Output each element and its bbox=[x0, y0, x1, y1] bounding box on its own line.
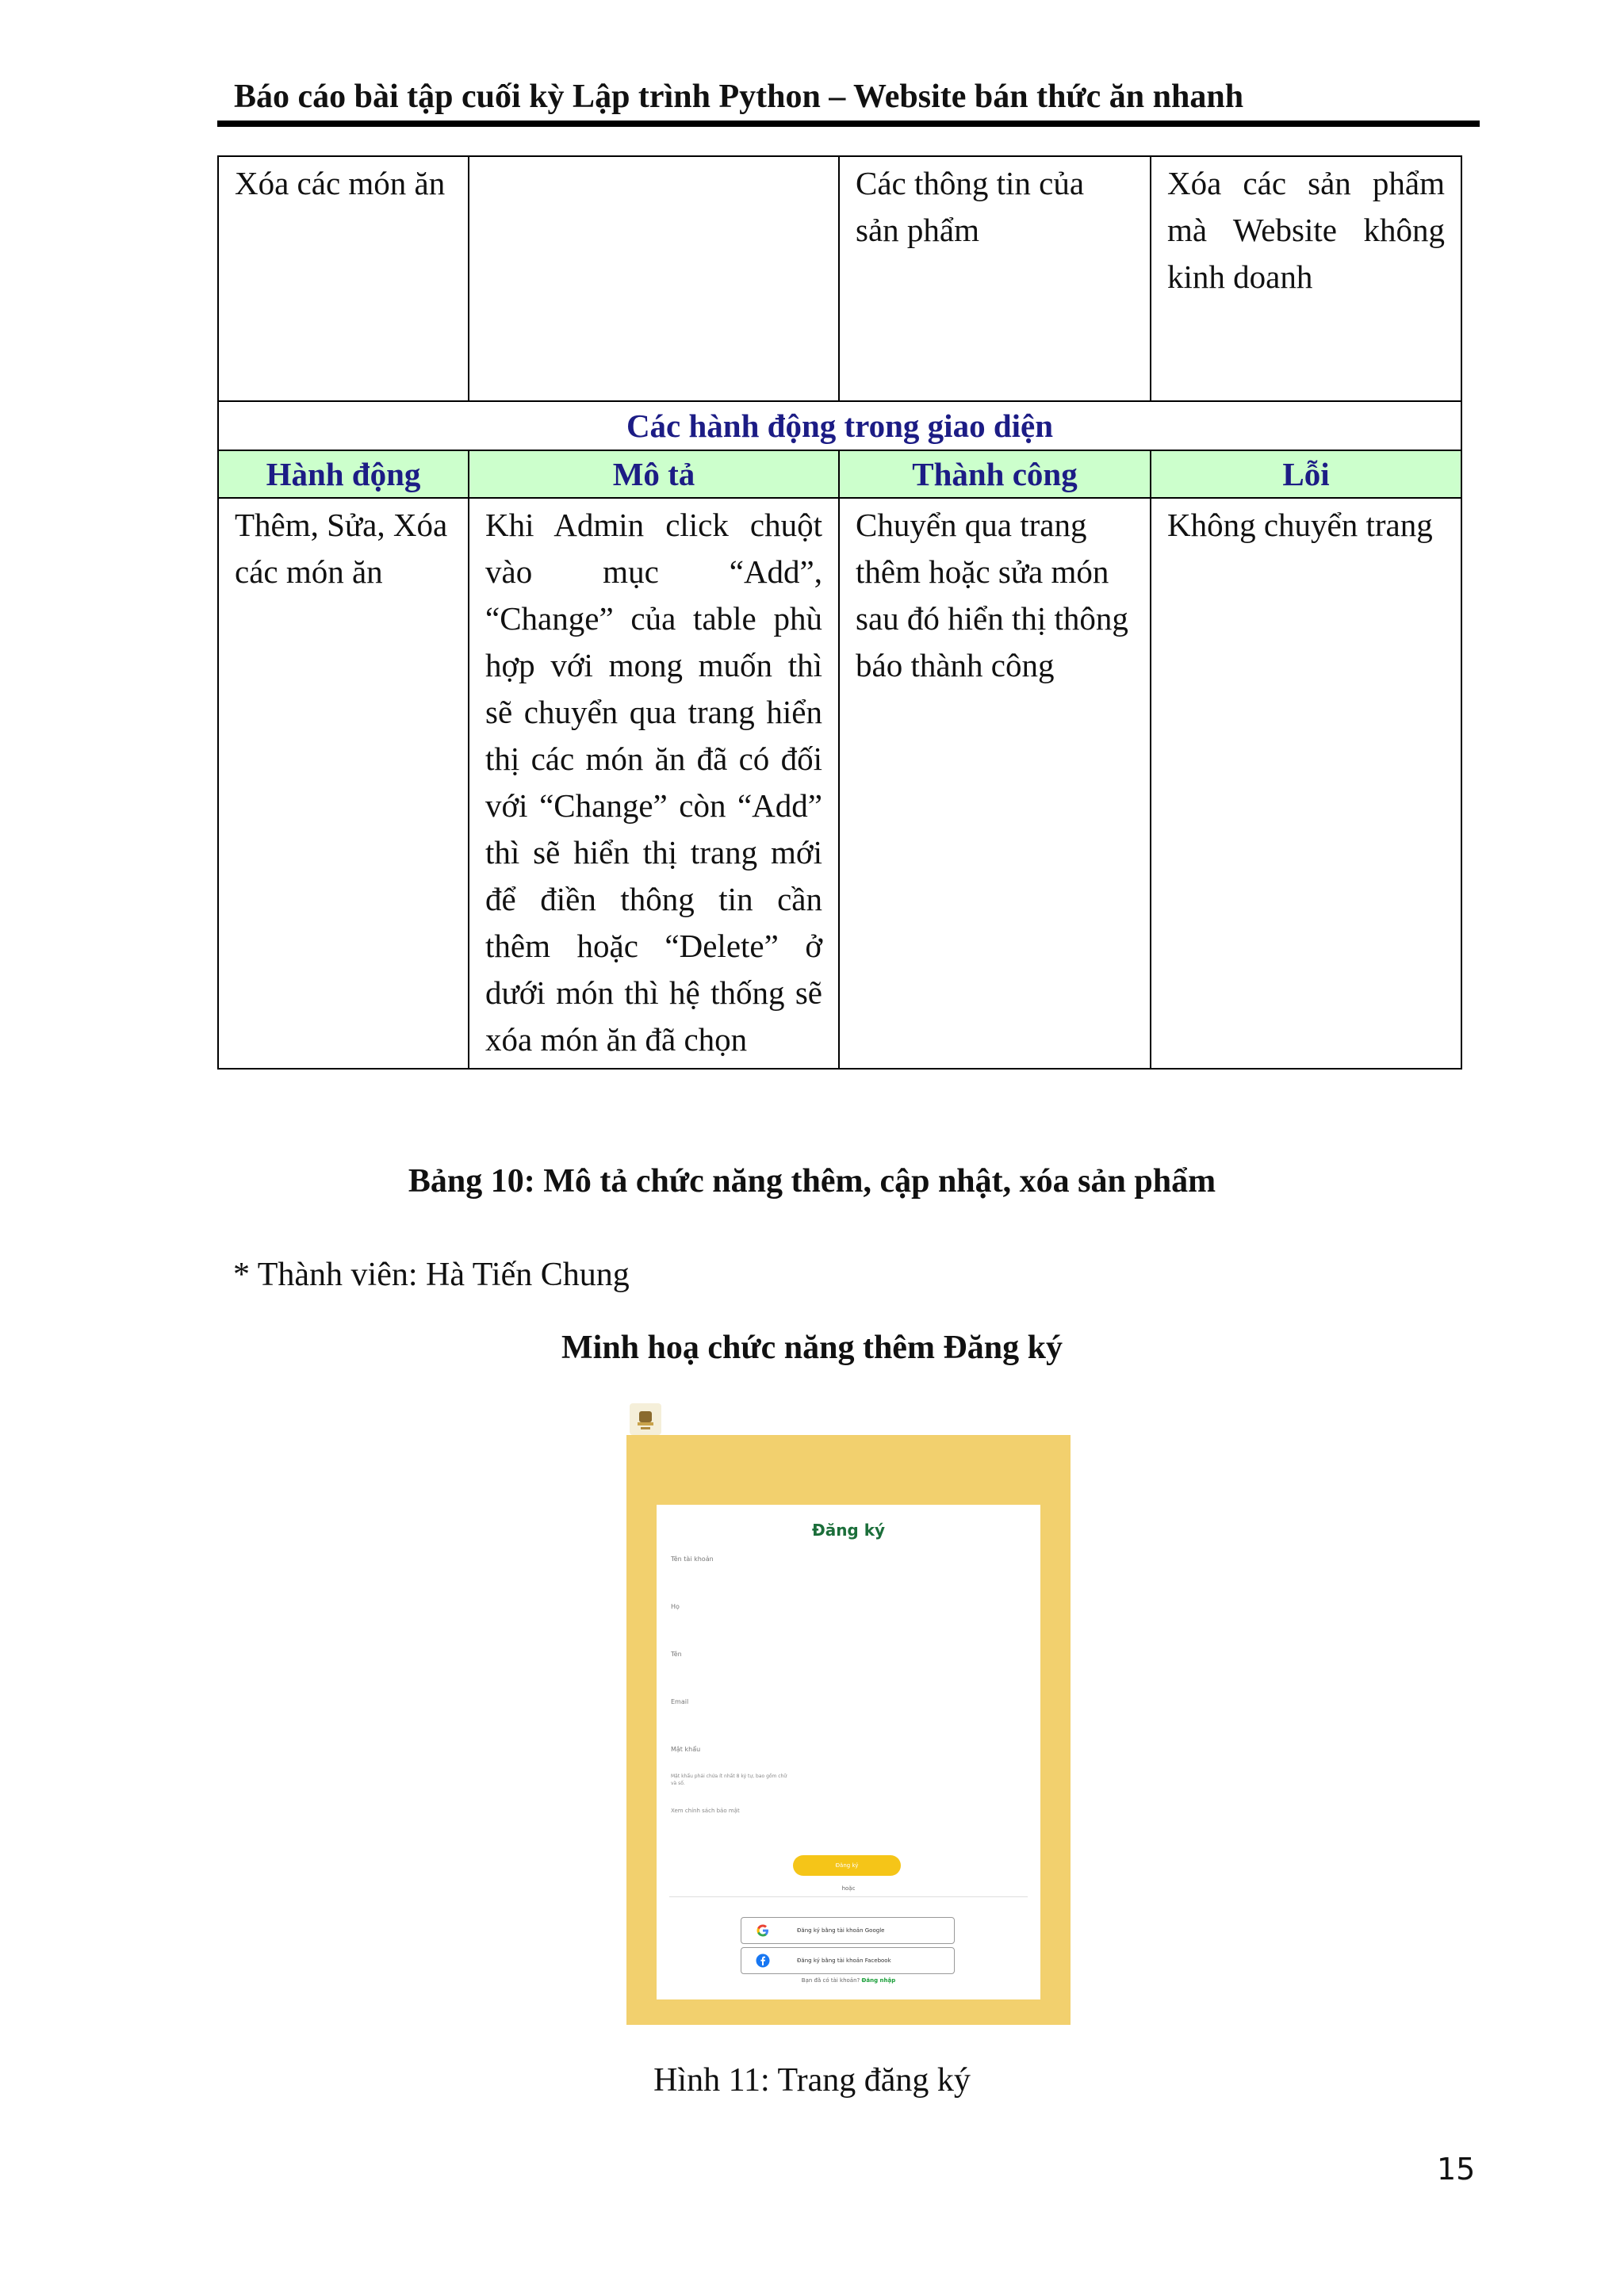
login-prompt-text: Bạn đã có tài khoản? bbox=[801, 1977, 860, 1984]
column-header: Hành động bbox=[218, 450, 469, 498]
function-table bbox=[217, 155, 1462, 1070]
privacy-link[interactable]: Xem chính sách bảo mật bbox=[671, 1808, 740, 1814]
table-row bbox=[218, 498, 1461, 1069]
table-caption: Bảng 10: Mô tả chức năng thêm, cập nhật, xóa sản phẩm bbox=[408, 1163, 1216, 1200]
section-title: Các hành động trong giao diện bbox=[218, 401, 1461, 450]
table-cell: Khi Admin click chuột vào mục “Add”, “Change” của table phù hợp với mong muốn thì sẽ chuyển qua trang hiển thị các món ăn đã có đối với “Change” còn “Add” thì sẽ hiển thị trang mới để điền thông tin cần thêm hoặc “Delete” ở dưới món thì hệ thống sẽ xóa món ăn đã chọn bbox=[469, 498, 839, 1069]
column-header: Mô tả bbox=[469, 450, 839, 498]
divider bbox=[669, 1896, 1028, 1897]
signup-screenshot bbox=[626, 1435, 1071, 2025]
running-header: Báo cáo bài tập cuối kỳ Lập trình Python – Website bán thức ăn nhanh bbox=[234, 78, 1244, 115]
google-signup-button[interactable] bbox=[741, 1917, 955, 1944]
field-label-email: Email bbox=[671, 1698, 689, 1705]
member-line: * Thành viên: Hà Tiến Chung bbox=[233, 1257, 630, 1293]
column-header: Thành công bbox=[839, 450, 1151, 498]
table-cell: Các thông tin của sản phẩm bbox=[839, 156, 1151, 401]
login-prompt bbox=[657, 1977, 1040, 1984]
field-label-username: Tên tài khoản bbox=[671, 1556, 714, 1563]
google-icon bbox=[756, 1923, 770, 1938]
facebook-signup-button[interactable] bbox=[741, 1947, 955, 1974]
figure-heading: Minh hoạ chức năng thêm Đăng ký bbox=[561, 1330, 1063, 1366]
table-section-row bbox=[218, 401, 1461, 450]
column-header: Lỗi bbox=[1151, 450, 1461, 498]
signup-card bbox=[657, 1505, 1040, 1999]
password-note: Mật khẩu phải chứa ít nhất 8 ký tự, bao gồm chữ và số. bbox=[671, 1774, 787, 1786]
table-row bbox=[218, 156, 1461, 401]
table-cell: Thêm, Sửa, Xóa các món ăn bbox=[218, 498, 469, 1069]
table-cell: Xóa các món ăn bbox=[218, 156, 469, 401]
field-label-password: Mật khẩu bbox=[671, 1746, 701, 1753]
login-link[interactable]: Đăng nhập bbox=[861, 1977, 896, 1984]
site-logo-icon bbox=[630, 1403, 661, 1435]
table-cell: Xóa các sản phẩm mà Website không kinh doanh bbox=[1151, 156, 1461, 401]
header-rule bbox=[217, 121, 1480, 127]
facebook-icon bbox=[756, 1954, 770, 1968]
figure-caption: Hình 11: Trang đăng ký bbox=[653, 2062, 971, 2099]
signup-title: Đăng ký bbox=[811, 1521, 886, 1540]
table-cell: Chuyển qua trang thêm hoặc sửa món sau đó hiển thị thông báo thành công bbox=[839, 498, 1151, 1069]
field-label-first-name: Tên bbox=[671, 1651, 682, 1658]
table-cell: Không chuyển trang bbox=[1151, 498, 1461, 1069]
facebook-button-label: Đăng ký bằng tài khoản Facebook bbox=[797, 1957, 891, 1964]
table-header-row bbox=[218, 450, 1461, 498]
google-button-label: Đăng ký bằng tài khoản Google bbox=[797, 1927, 885, 1934]
field-label-last-name: Họ bbox=[671, 1603, 680, 1610]
signup-submit-button[interactable]: Đăng ký bbox=[793, 1855, 901, 1876]
or-separator: hoặc bbox=[841, 1885, 856, 1892]
page-number: 15 bbox=[1437, 2152, 1476, 2187]
table-cell bbox=[469, 156, 839, 401]
